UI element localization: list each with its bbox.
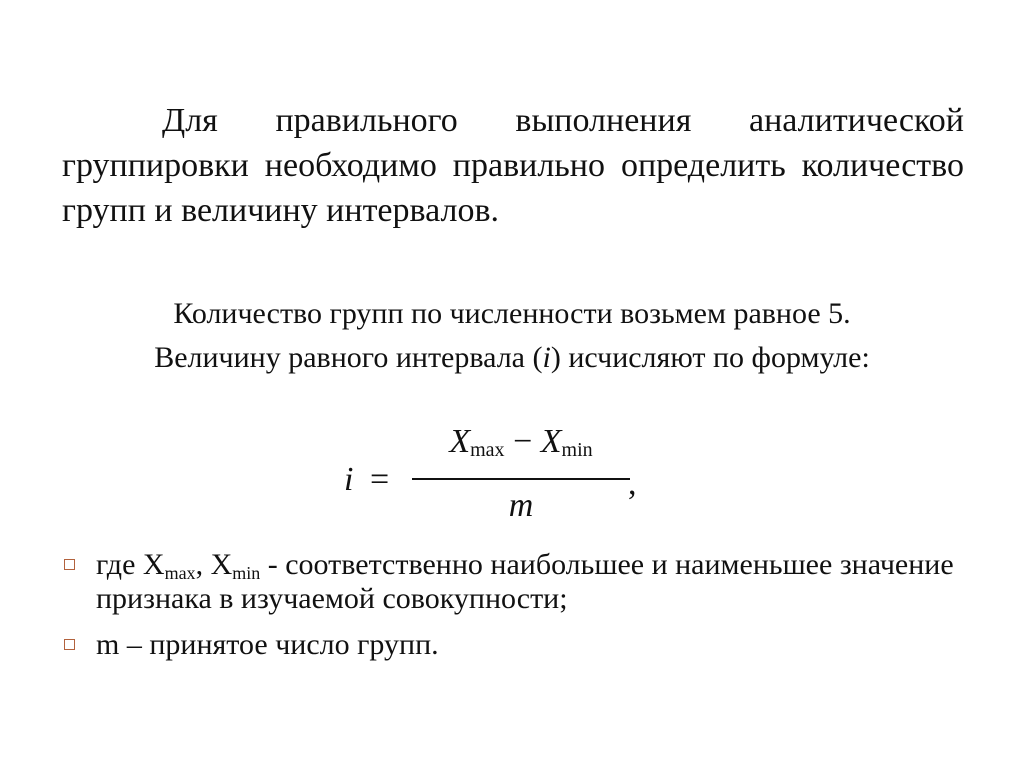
formula-numerator — [414, 422, 628, 470]
bullet-min-subscript: min — [232, 563, 261, 583]
bullet-text: m – принятое число групп. — [96, 628, 439, 661]
list-item — [62, 628, 982, 662]
bullet-rest: - соответственно наибольшее и наименьшее значение признака в изучаемой совокупности; — [96, 548, 954, 615]
intro-text: Для правильного выполнения аналитической группировки необходимо правильно определить количество групп и величину интервалов. — [62, 102, 964, 229]
formula-lhs: i — [344, 461, 354, 498]
explanation-list — [62, 548, 982, 674]
bullet-mid: , X — [195, 548, 233, 581]
formula-min-subscript: min — [561, 439, 593, 461]
interval-formula — [344, 418, 664, 528]
interval-text-before: Величину равного интервала ( — [154, 341, 543, 374]
formula-denominator: m — [508, 487, 534, 524]
interval-symbol: i — [542, 341, 551, 374]
hollow-square-bullet-icon — [64, 559, 75, 570]
fraction-bar — [412, 478, 630, 480]
hollow-square-bullet-icon — [64, 639, 75, 650]
formula-x-max: X — [449, 423, 471, 460]
interval-text-after: ) исчисляют по формуле: — [550, 341, 870, 374]
formula-max-subscript: max — [470, 439, 505, 461]
intro-paragraph — [62, 98, 964, 233]
bullet-prefix: где X — [96, 548, 165, 581]
formula-comma: , — [628, 465, 637, 502]
formula-x-min: X — [540, 423, 562, 460]
formula-minus: − — [513, 423, 533, 460]
groups-count-line: Количество групп по численности возьмем равное 5. — [173, 297, 851, 330]
interval-formula-intro — [0, 340, 1024, 376]
bullet-max-subscript: max — [164, 563, 196, 583]
formula-equals: = — [370, 461, 390, 498]
list-item — [62, 548, 982, 616]
